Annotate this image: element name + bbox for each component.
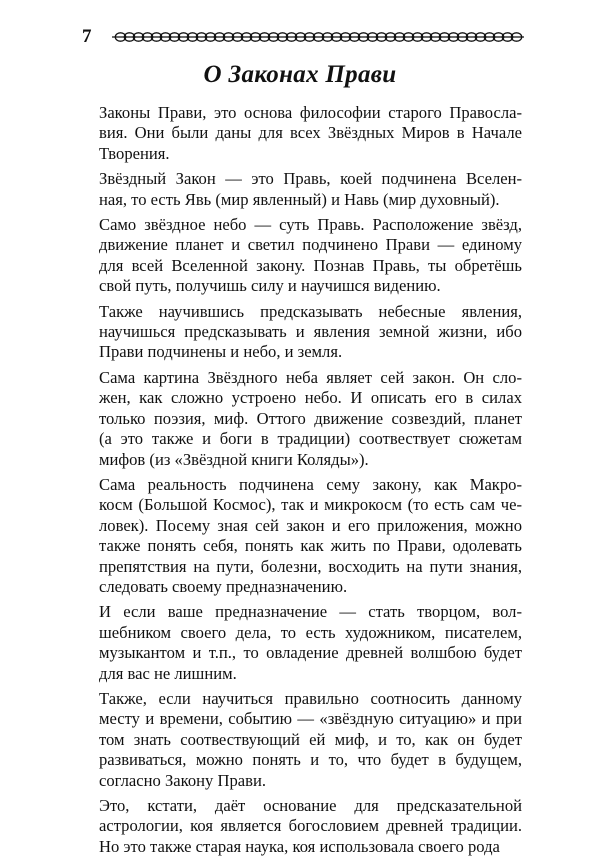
- text-line: Также научившись предсказывать небесные явления,: [99, 301, 522, 321]
- text-line: свой путь, получишь силу и научишся видению.: [99, 276, 441, 296]
- paragraph: [82, 103, 522, 164]
- text-line: И если ваше предназначение — стать творцом, вол-: [99, 602, 522, 622]
- text-line: жен, как сложно устроено небо. И описать его в силах: [99, 388, 522, 408]
- text-line: Прави подчинены и небо, и земля.: [99, 342, 343, 362]
- text-line: для вас не лишним.: [99, 663, 237, 683]
- text-line: вия. Они были даны для всех Звёздных Миров в Начале: [99, 123, 522, 143]
- text-line: развиваться, можно понять и то, что будет в будущем,: [99, 750, 522, 770]
- text-line: Законы Прави, это основа философии старого Правосла-: [99, 103, 522, 122]
- paragraph: [82, 796, 522, 857]
- text-line: согласно Закону Прави.: [99, 770, 266, 790]
- page-number: 7: [82, 26, 92, 47]
- text-line: Сама картина Звёздного неба являет сей закон. Он сло-: [99, 367, 522, 387]
- text-line: Это, кстати, даёт основание для предсказательной: [99, 796, 522, 815]
- text-line: шебником своего дела, то есть художником, писателем,: [99, 622, 522, 642]
- text-line: Но это также старая наука, коя использовала своего рода: [99, 836, 500, 856]
- page-title: О Законах Прави: [203, 61, 397, 88]
- text-line: (а это также и боги в традиции) соотвествует сюжетам: [99, 429, 522, 449]
- text-line: ная, то есть Явь (мир явленный) и Навь (мир духовный).: [99, 189, 500, 209]
- text-line: только поэзия, миф. Оттого движение созвездий, планет: [99, 408, 522, 428]
- text-line: для всей Вселенной закону. Познав Правь, ты обретёшь: [99, 255, 522, 275]
- text-line: мифов (из «Звёздной книги Коляды»).: [99, 449, 369, 469]
- paragraph: [82, 368, 522, 470]
- text-line: косм (Большой Космос), так и микрокосм (то есть сам че-: [99, 495, 522, 515]
- paragraph: [82, 689, 522, 791]
- text-line: также понять себя, понять как жить по Прави, одолевать: [99, 536, 522, 556]
- body-text: [82, 103, 522, 862]
- paragraph: [82, 215, 522, 297]
- text-line: месту и времени, событию — «звёздную ситуацию» и при: [99, 709, 522, 729]
- text-line: движение планет и светил подчинено Прави — единому: [99, 235, 522, 255]
- text-line: Само звёздное небо — суть Правь. Расположение звёзд,: [99, 215, 522, 235]
- text-line: Творения.: [99, 143, 170, 163]
- text-line: том знать соотвествующий ей миф, и то, как он будет: [99, 729, 522, 749]
- page-header: [82, 26, 522, 48]
- paragraph: [82, 602, 522, 684]
- text-line: следовать своему предназначению.: [99, 576, 348, 596]
- text-line: ловек). Посему зная сей закон и его приложения, можно: [99, 515, 522, 535]
- text-line: астрологии, коя является богословием древней традиции.: [99, 816, 522, 836]
- text-line: Сама реальность подчинена сему закону, как Макро-: [99, 474, 522, 494]
- text-line: Также, если научиться правильно соотносить данному: [99, 688, 522, 708]
- text-line: Звёздный Закон — это Правь, коей подчинена Вселен-: [99, 169, 522, 189]
- decorative-border-ornament: [112, 28, 524, 46]
- text-line: препятствия на пути, болезни, восходить на пути знания,: [99, 556, 522, 576]
- paragraph: [82, 475, 522, 597]
- text-line: музыкантом и т.п., то овладение древней волшбою будет: [99, 643, 522, 663]
- text-line: научишься предсказывать и явления земной жизни, ибо: [99, 322, 522, 342]
- paragraph: [82, 169, 522, 210]
- paragraph: [82, 302, 522, 363]
